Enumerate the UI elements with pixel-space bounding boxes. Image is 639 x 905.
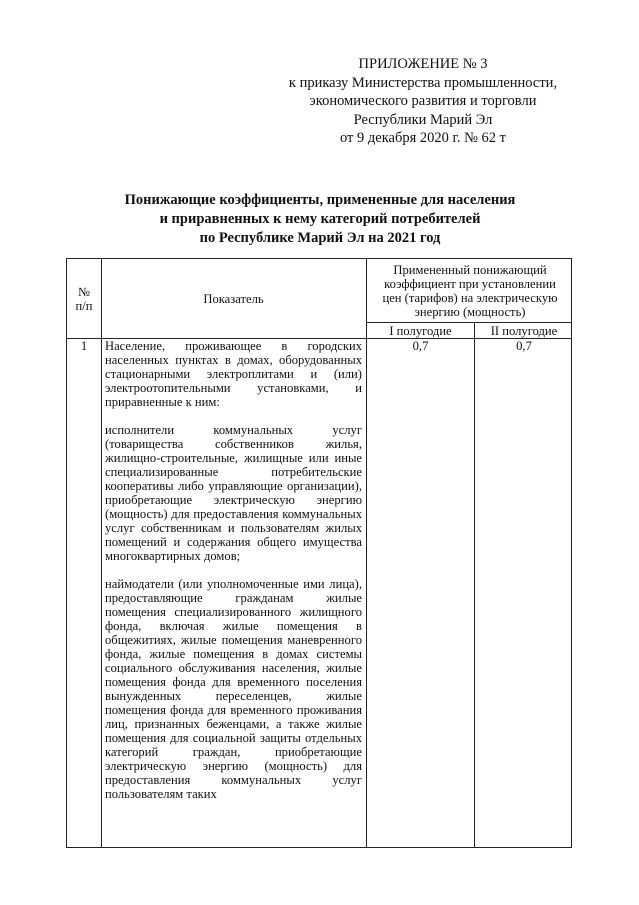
header-coefficient-line-4: энергию (мощность): [414, 305, 526, 319]
col-divider-halves: [474, 322, 475, 847]
header-coefficient-line-2: коэффициент при установлении: [384, 277, 556, 291]
header-coefficient-line-1: Примененный понижающий: [393, 263, 547, 277]
document-title: [60, 191, 580, 248]
row-paragraph-1: Население, проживающее в городских населенных пунктах в домах, оборудованных стационарными электроплитами и (или) электроотопительными установками, и приравненные к ним:: [105, 339, 362, 409]
title-line-2: и приравненных к нему категорий потребителей: [159, 211, 481, 227]
header-number-abbrev: п/п: [75, 299, 93, 313]
col-divider-num: [101, 259, 102, 847]
header-first-half: I полугодие: [389, 324, 452, 338]
appendix-republic-line: Республики Марий Эл: [353, 111, 493, 128]
header-second-half: II полугодие: [490, 324, 558, 338]
appendix-ministry-line: экономического развития и торговли: [309, 93, 537, 109]
row-paragraph-2: исполнители коммунальных услуг (товарищества собственников жилья, жилищно-строительные, жилищные или иные специализированные потребительские кооперативы либо управляющие организации), приобретающие электрическую энергию (мощность) для предоставления коммунальных услуг собственникам и пользователям жилых помещений и содержания общего имущества многоквартирных домов;: [105, 423, 362, 563]
appendix-header: [278, 55, 568, 148]
row-value-second-half: 0,7: [516, 339, 532, 353]
header-number-sign: №: [77, 285, 91, 299]
coefficients-table: [66, 258, 572, 848]
appendix-date-line: от 9 декабря 2020 г. № 62 т: [340, 130, 506, 146]
appendix-order-line: к приказу Министерства промышленности,: [288, 74, 558, 91]
header-indicator: [101, 259, 366, 339]
header-coefficient-line-3: цен (тарифов) на электрическую: [382, 291, 558, 305]
row-paragraph-3: наймодатели (или уполномоченные ими лица), предоставляющие гражданам жилые помещения специализированного жилищного фонда, включая жилые помещения в общежитиях, жилые помещения маневренного фонда, жилые помещения в домах системы социального обслуживания населения, жилые помещения фонда для временного поселения вынужденных переселенцев, жилые помещения фонда для временного проживания лиц, признанных беженцами, а также жилые помещения для социальной защиты отдельных категорий граждан, приобретающие электрическую энергию (мощность) для предоставления коммунальных услуг пользователям таких: [105, 577, 362, 801]
appendix-title: ПРИЛОЖЕНИЕ № 3: [358, 56, 488, 72]
header-number: [67, 259, 101, 339]
row-value-first-half: 0,7: [412, 339, 429, 353]
row-divider-subheader: [366, 322, 572, 323]
title-line-3: по Республике Марий Эл на 2021 год: [199, 230, 441, 246]
row-indicator-text: [105, 339, 362, 801]
title-line-1: Понижающие коэффициенты, примененные для населения: [124, 192, 516, 208]
header-indicator-label: Показатель: [203, 292, 264, 306]
header-coefficient: [367, 263, 573, 319]
row-number: 1: [80, 339, 88, 353]
